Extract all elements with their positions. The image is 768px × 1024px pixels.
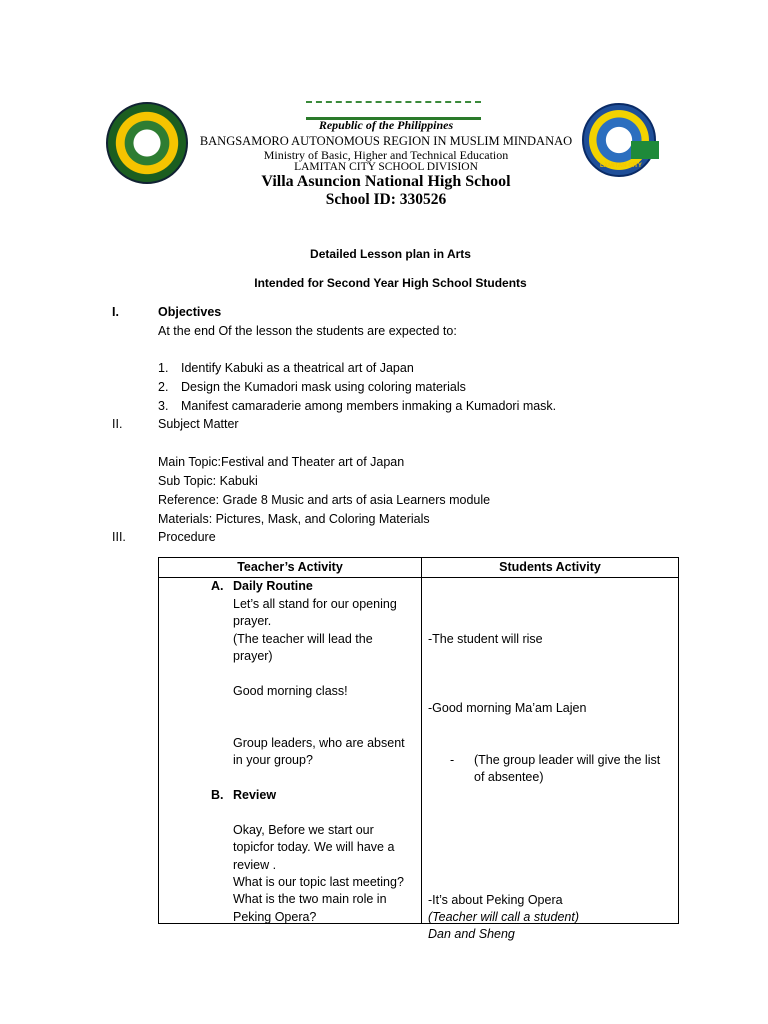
lesson-subtitle: Intended for Second Year High School Students bbox=[254, 276, 527, 290]
teacher-activity-header: Teacher’s Activity bbox=[159, 558, 422, 578]
step-letter: A. bbox=[211, 579, 224, 593]
region-line: BANGSAMORO AUTONOMOUS REGION IN MUSLIM MINDANAO bbox=[199, 134, 573, 148]
students-activity-cell bbox=[422, 578, 679, 941]
student-line: of absentee) bbox=[474, 770, 544, 784]
left-seal-text: BARMM bbox=[136, 166, 159, 172]
republic-line: Republic of the Philippines bbox=[318, 118, 454, 132]
school-seal-logo bbox=[582, 103, 656, 177]
student-bullet: - bbox=[450, 753, 455, 767]
subject-line: Materials: Pictures, Mask, and Coloring Materials bbox=[158, 512, 430, 526]
section-title-objectives: Objectives bbox=[158, 305, 222, 319]
section-number-3: III. bbox=[112, 530, 126, 544]
subject-line: Sub Topic: Kabuki bbox=[158, 474, 258, 488]
teacher-activity-cell bbox=[159, 578, 422, 924]
school-name: Villa Asuncion National High School bbox=[261, 173, 511, 190]
objective-number: 3. bbox=[158, 399, 169, 413]
students-activity-header: Students Activity bbox=[422, 558, 679, 578]
letterhead bbox=[96, 95, 676, 213]
teacher-line: (The teacher will lead the bbox=[233, 632, 373, 646]
step-letter: B. bbox=[211, 788, 224, 802]
procedure-table bbox=[158, 557, 679, 941]
teacher-line: What is the two main role in bbox=[233, 892, 387, 906]
objective-text: Design the Kumadori mask using coloring materials bbox=[181, 380, 466, 394]
school-id: School ID: 330526 bbox=[325, 191, 447, 208]
teacher-line: prayer) bbox=[233, 649, 273, 663]
teacher-line: review . bbox=[233, 858, 277, 872]
student-line: (Teacher will call a student) bbox=[428, 910, 579, 924]
ministry-line: Ministry of Basic, Higher and Technical Education bbox=[263, 148, 509, 162]
section-title-subject-matter: Subject Matter bbox=[158, 417, 239, 431]
step-title-review: Review bbox=[233, 788, 277, 802]
teacher-line: Okay, Before we start our bbox=[233, 823, 374, 837]
student-line: Dan and Sheng bbox=[428, 927, 515, 941]
objective-number: 1. bbox=[158, 361, 169, 375]
objectives-intro: At the end Of the lesson the students are expected to: bbox=[158, 324, 457, 338]
division-line: LAMITAN CITY SCHOOL DIVISION bbox=[294, 161, 478, 173]
teacher-line: Group leaders, who are absent bbox=[233, 736, 405, 750]
step-title-daily-routine: Daily Routine bbox=[233, 579, 313, 593]
student-line: -Good morning Ma’am Lajen bbox=[428, 701, 587, 715]
student-line: -It’s about Peking Opera bbox=[428, 893, 563, 907]
seal-ribbon bbox=[631, 141, 659, 159]
table-header-row bbox=[159, 558, 679, 578]
student-line: (The group leader will give the list bbox=[474, 753, 661, 767]
teacher-line: What is our topic last meeting? bbox=[233, 875, 404, 889]
student-line: -The student will rise bbox=[428, 632, 543, 646]
section-number-2: II. bbox=[112, 417, 123, 431]
teacher-line: Let’s all stand for our opening bbox=[233, 597, 397, 611]
teacher-line: Peking Opera? bbox=[233, 910, 317, 924]
section-number-1: I. bbox=[112, 305, 119, 319]
right-seal-text: LAMITAN CITY bbox=[600, 163, 642, 169]
objective-number: 2. bbox=[158, 380, 169, 394]
subject-line: Reference: Grade 8 Music and arts of asia Learners module bbox=[158, 493, 491, 507]
section-title-procedure: Procedure bbox=[158, 530, 216, 544]
teacher-line: Good morning class! bbox=[233, 684, 348, 698]
lesson-title: Detailed Lesson plan in Arts bbox=[310, 247, 471, 261]
teacher-line: in your group? bbox=[233, 753, 313, 767]
objective-text: Manifest camaraderie among members inmaking a Kumadori mask. bbox=[181, 399, 557, 413]
table-row bbox=[159, 578, 679, 924]
teacher-line: prayer. bbox=[233, 614, 272, 628]
objective-text: Identify Kabuki as a theatrical art of Japan bbox=[181, 361, 414, 375]
subject-line: Main Topic:Festival and Theater art of Japan bbox=[158, 455, 405, 469]
teacher-line: topicfor today. We will have a bbox=[233, 840, 395, 854]
